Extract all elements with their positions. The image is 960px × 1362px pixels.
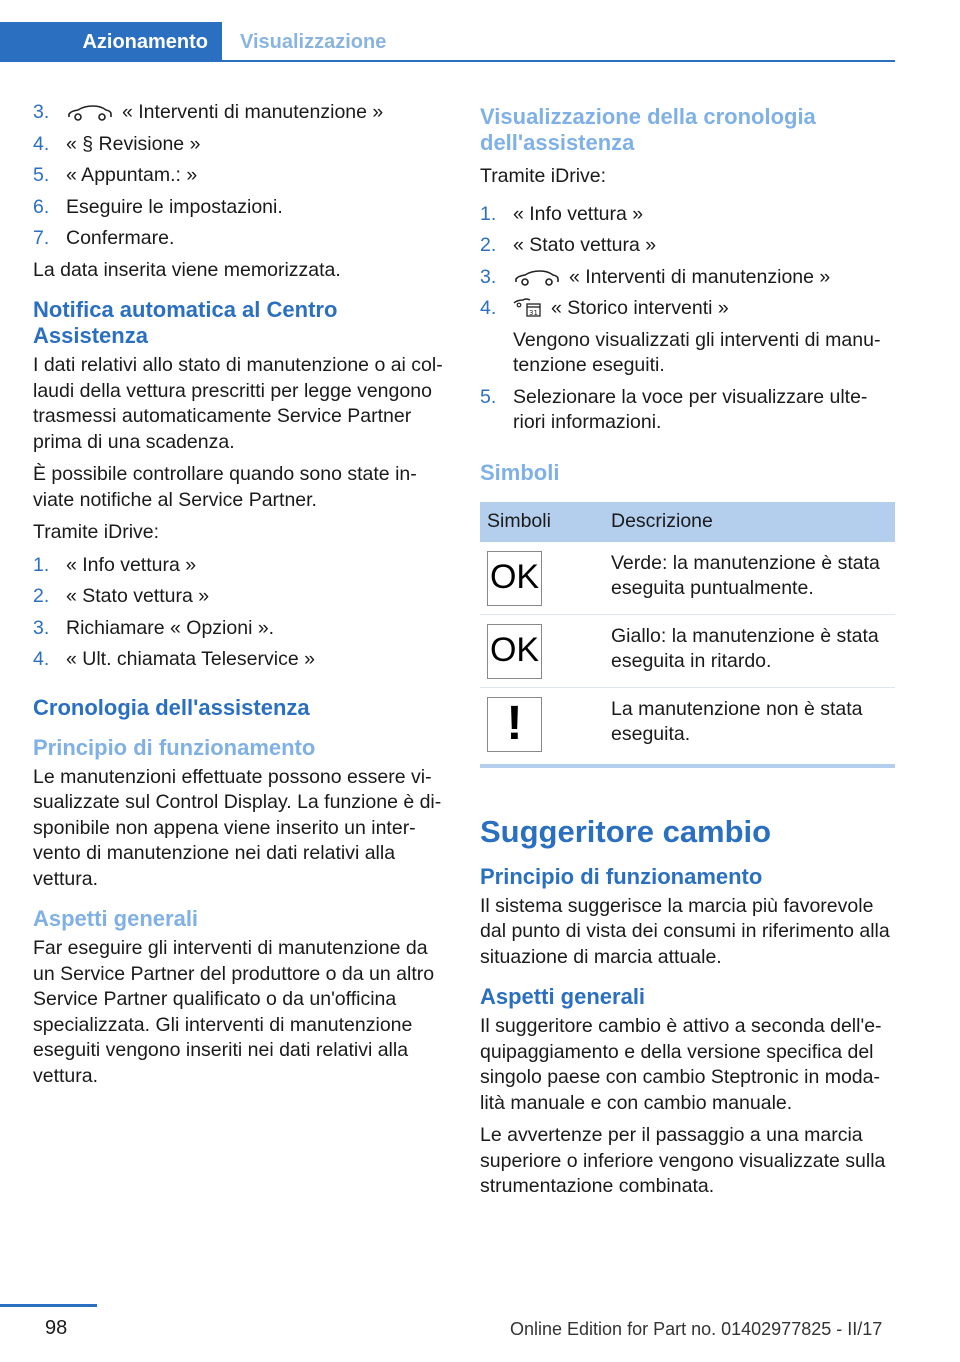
step-text: « Ult. chiamata Teleservice » (66, 648, 315, 670)
step-number: 4. (33, 132, 50, 155)
step-text: « Interventi di manutenzione » (122, 101, 384, 123)
car-service-icon (513, 270, 561, 286)
step-text: « Storico interventi » (551, 297, 729, 319)
page-number: 98 (45, 1317, 68, 1339)
description-cell: Giallo: la manutenzione è stata eseguita in ritardo. (604, 614, 895, 687)
step-text: « Info vettura » (66, 553, 197, 576)
svg-text:31: 31 (529, 309, 538, 317)
list-item (33, 584, 451, 610)
step-number: 7. (33, 227, 50, 249)
column-header: Descrizione (604, 502, 895, 542)
tab-visualizzazione[interactable]: Visualizzazione (240, 31, 387, 53)
step-number: 2. (480, 234, 497, 256)
step-text: « Appuntam.: » (66, 164, 198, 186)
ok-symbol-icon: OK (487, 551, 542, 606)
heading-simboli: Simboli (480, 459, 560, 485)
list-item (480, 265, 895, 291)
paragraph: La data inserita viene memorizzata. (33, 258, 341, 281)
list-item (33, 616, 451, 642)
step-number: 5. (33, 164, 50, 186)
step-number: 4. (480, 297, 497, 319)
heading-aspetti: Aspetti generali (33, 906, 199, 931)
step-text: « Stato vettura » (66, 585, 210, 607)
step-number: 5. (480, 385, 497, 408)
page-header (0, 22, 895, 62)
steps-list-a (33, 100, 451, 252)
footer-rule (0, 1304, 97, 1307)
heading-cronologia: Cronologia dell'assistenza (33, 694, 310, 720)
paragraph: Le avvertenze per il passaggio a una marcia superiore o inferiore vengono visualizzate sulla strumentazione combinata. (480, 1124, 886, 1197)
heading-principio: Principio di funzionamento (480, 863, 763, 889)
list-item (480, 385, 895, 436)
list-item (33, 132, 451, 158)
heading-principio: Principio di funzionamento (33, 734, 316, 760)
table-row (480, 614, 895, 687)
symbol-cell (480, 687, 604, 760)
step-text: Selezionare la voce per visualizzare ulte-riori informazioni. (513, 385, 868, 433)
car-service-icon (66, 105, 114, 121)
heading-notifica: Notifica automatica al Centro Assistenza (33, 297, 338, 348)
paragraph: Tramite iDrive: (33, 521, 160, 543)
heading-visualizzazione: Visualizzazione della cronologia dell'assistenza (480, 104, 816, 155)
right-column (480, 100, 895, 1207)
list-item (33, 163, 451, 189)
list-item (33, 553, 451, 579)
symbols-table (480, 502, 895, 760)
table-row (480, 542, 895, 615)
service-history-icon (513, 297, 543, 317)
description-cell: Verde: la manutenzione è stata eseguita puntualmente. (604, 542, 895, 615)
list-item (480, 202, 895, 228)
heading-aspetti: Aspetti generali (480, 984, 646, 1009)
step-number: 3. (480, 265, 497, 288)
list-item (33, 195, 451, 221)
heading-suggeritore: Suggeritore cambio (480, 813, 772, 849)
description-cell: La manutenzione non è stata eseguita. (611, 697, 863, 745)
step-text: Richiamare « Opzioni ». (66, 616, 275, 639)
header-rule (0, 60, 895, 62)
list-item (33, 100, 451, 126)
step-text: Eseguire le impostazioni. (66, 195, 283, 218)
symbol-cell (480, 542, 604, 615)
symbol-cell (480, 614, 604, 687)
exclamation-symbol-icon: ! (487, 697, 542, 752)
left-column (33, 100, 451, 1096)
list-item (480, 296, 895, 379)
step-number: 3. (33, 101, 50, 123)
step-text: « § Revisione » (66, 132, 201, 155)
paragraph: I dati relativi allo stato di manutenzione o ai col-laudi della vettura prescritti per legge vengono trasmessi automaticamente Service Partner prima di una scadenza. (33, 354, 443, 453)
step-number: 4. (33, 648, 50, 670)
paragraph: Le manutenzioni effettuate possono essere vi-sualizzate sul Control Display. La funzione è di-sponibile non appena viene inserito un inter-vento di manutenzione nei dati relativi alla vettura. (33, 765, 442, 890)
step-text: « Info vettura » (513, 202, 644, 225)
edition-text: Online Edition for Part no. 01402977825 - II/17 (510, 1319, 883, 1339)
paragraph: Far eseguire gli interventi di manutenzione da un Service Partner del produttore o da un altro Service Partner qualificato o da un'officina specializzata. Gli interventi di manutenzione eseguiti vengono inseriti nei dati relativi alla vettura. (33, 937, 435, 1087)
step-text: « Stato vettura » (513, 234, 657, 256)
paragraph: Il sistema suggerisce la marcia più favorevole dal punto di vista dei consumi in riferimento alla situazione di marcia attuale. (480, 894, 890, 968)
list-item (33, 226, 451, 252)
ok-symbol-icon: OK (487, 624, 542, 679)
step-number: 2. (33, 585, 50, 607)
paragraph: Il suggeritore cambio è attivo a seconda dell'e-quipaggiamento e della versione specifica del singolo paese con cambio Steptronic in moda-lità manuale e con cambio manuale. (480, 1015, 882, 1114)
table-bottom-rule (480, 764, 895, 768)
list-item (33, 647, 451, 673)
step-subtext: Vengono visualizzati gli interventi di manu-tenzione eseguiti. (513, 328, 881, 376)
step-number: 6. (33, 195, 50, 218)
column-header: Simboli (480, 502, 604, 542)
paragraph: È possibile controllare quando sono state in-viate notifiche al Service Partner. (33, 463, 417, 511)
list-item (480, 233, 895, 259)
table-header-row (480, 502, 895, 542)
tab-azionamento[interactable]: Azionamento (0, 22, 222, 60)
step-text: « Interventi di manutenzione » (569, 265, 831, 288)
table-row (480, 687, 895, 760)
steps-list-b (33, 553, 451, 673)
step-number: 1. (33, 553, 50, 576)
steps-list-right (480, 202, 895, 436)
step-number: 3. (33, 616, 50, 639)
step-text: Confermare. (66, 227, 175, 249)
paragraph: Tramite iDrive: (480, 165, 607, 187)
step-number: 1. (480, 202, 497, 225)
